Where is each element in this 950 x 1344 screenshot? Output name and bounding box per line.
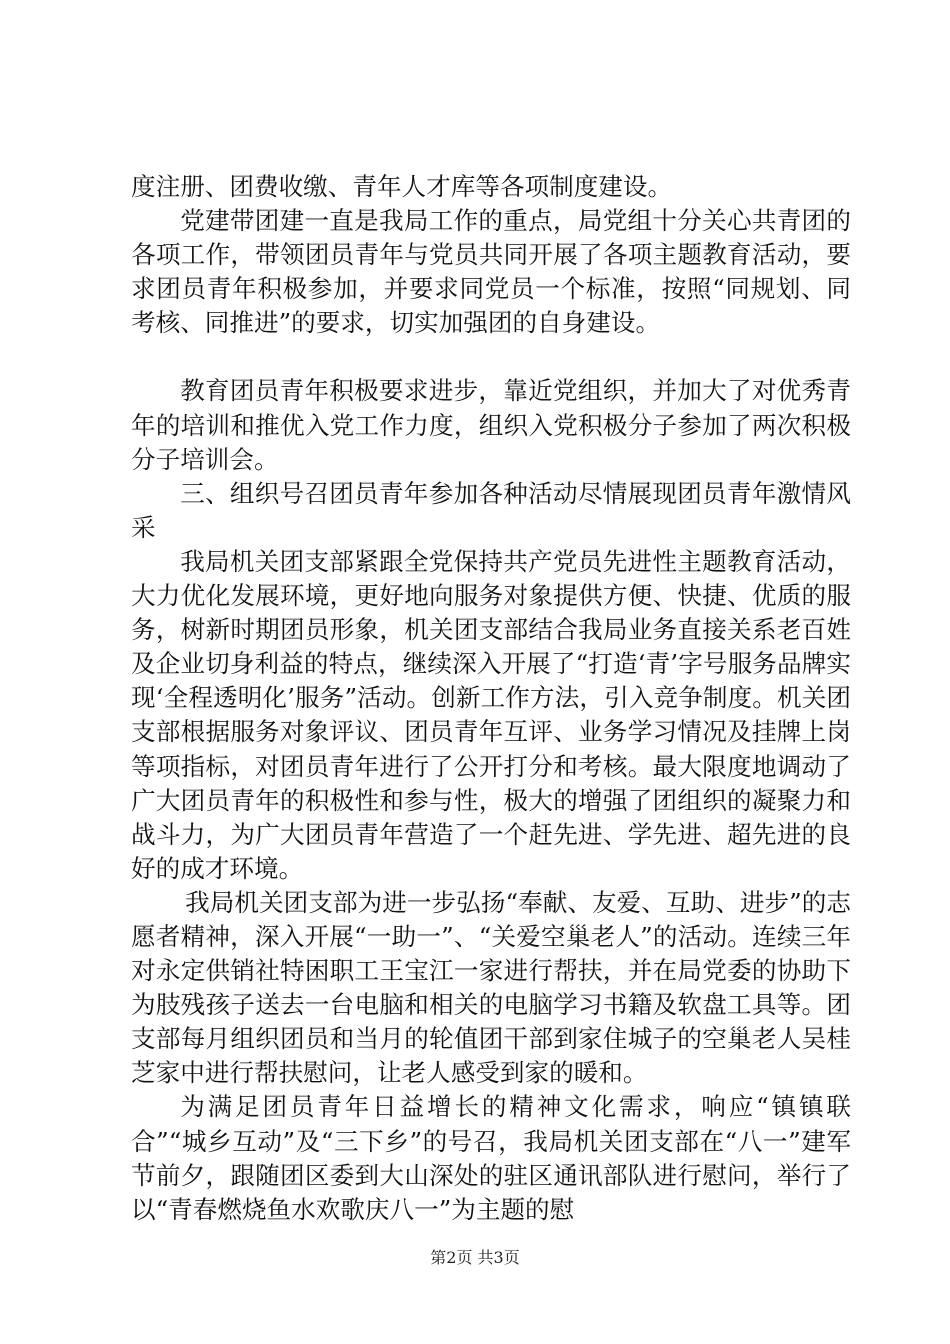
paragraph-party-building: 党建带团建一直是我局工作的重点，局党组十分关心共青团的各项工作，带领团员青年与党员共同开展了各项主题教育活动，要求团员青年积极参加，并要求同党员一个标准，按照“同规划、同考核、同推进”的要求，切实加强团的自身建设。 — [131, 206, 851, 338]
paragraph-volunteer: 我局机关团支部为进一步弘扬“奉献、友爱、互助、进步”的志愿者精神，深入开展“一助一”、“关爱空巢老人”的活动。连续三年对永定供销社特困职工王宝江一家进行帮扶，并在局党委的协助下为肢残孩子送去一台电脑和相关的电脑学习书籍及软盘工具等。团支部每月组织团员和当月的轮值团干部到家住城子的空巢老人吴桂芝家中进行帮扶慰问，让老人感受到家的暖和。 — [131, 887, 851, 1088]
paragraph-youth-education: 教育团员青年积极要求进步，靠近党组织，并加大了对优秀青年的培训和推优入党工作力度，组织入党积极分子参加了两次积极分子培训会。 — [131, 376, 851, 474]
paragraph-service-brand: 我局机关团支部紧跟全党保持共产党员先进性主题教育活动，大力优化发展环境，更好地向服务对象提供方便、快捷、优质的服务，树新时期团员形象，机关团支部结合我局业务直接关系老百姓及企业切身利益的特点，继续深入开展了“打造‘青’字号服务品牌实现‘全程透明化’服务”活动。创新工作方法，引入竞争制度。机关团支部根据服务对象评议、团员青年互评、业务学习情况及挂牌上岗等项指标，对团员青年进行了公开打分和考核。最大限度地调动了广大团员青年的积极性和参与性，极大的增强了团组织的凝聚力和战斗力，为广大团员青年营造了一个赶先进、学先进、超先进的良好的成才环境。 — [131, 546, 851, 883]
paragraph-culture: 为满足团员青年日益增长的精神文化需求，响应“镇镇联合”“城乡互动”及“三下乡”的号召，我局机关团支部在“八一”建军节前夕，跟随团区委到大山深处的驻区通讯部队进行慰问，举行了以“青春燃烧鱼水欢歌庆八一”为主题的慰 — [131, 1092, 851, 1224]
document-body — [131, 170, 851, 1227]
section-heading-activities: 三、组织号召团员青年参加各种活动尽情展现团员青年激情风采 — [131, 478, 851, 542]
paragraph-continuation: 度注册、团费收缴、青年人才库等各项制度建设。 — [131, 172, 673, 201]
page-footer: 第2页 共3页 — [430, 1248, 520, 1267]
